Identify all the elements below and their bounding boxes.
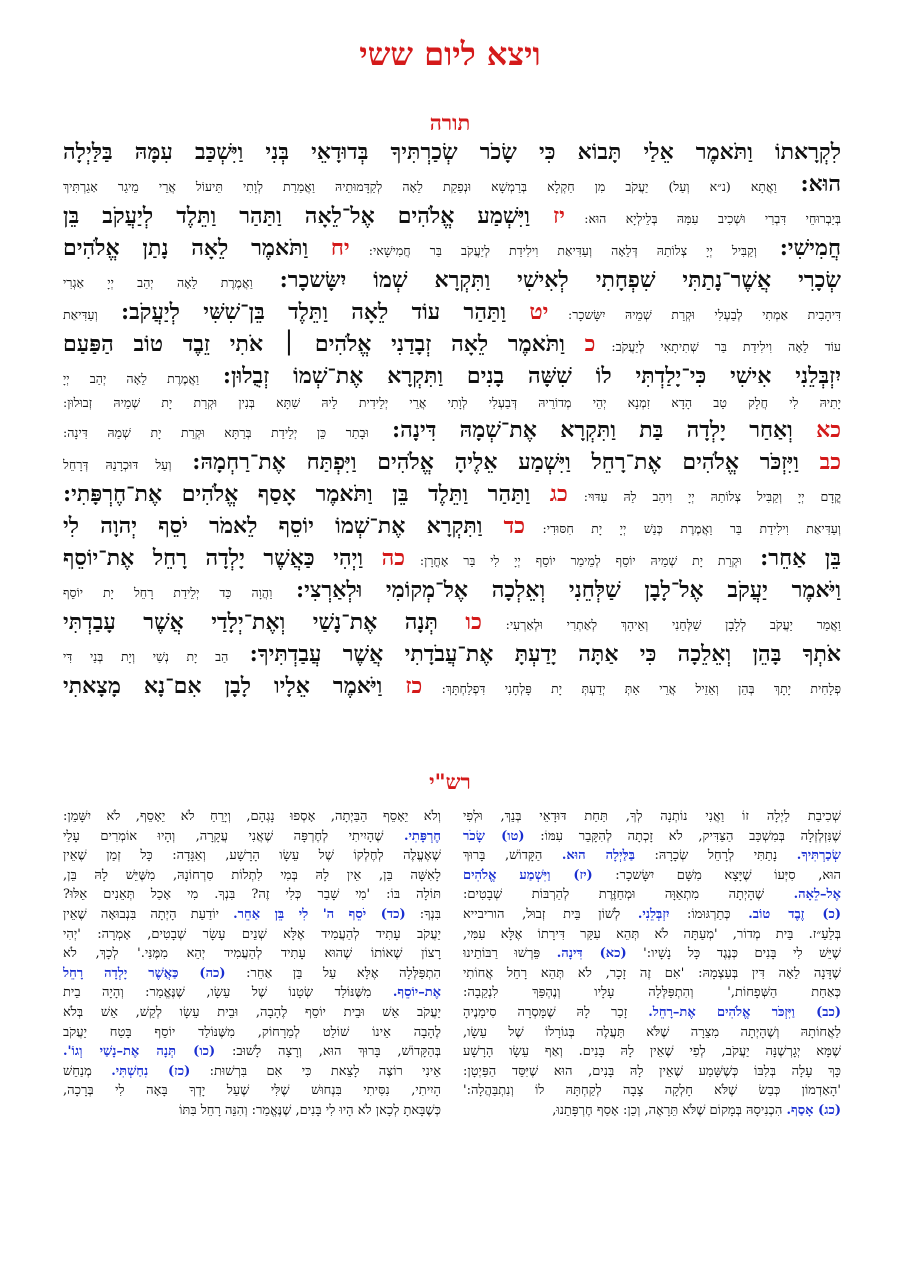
rashi-line bbox=[463, 885, 841, 905]
onkelos-translation: וּבָתַר כֵּן יְלֵידַת בְּרַתָּא וּקְרַת יָת שְׁמַהּ דִּינָה: bbox=[63, 425, 369, 440]
onkelos-translation: עוֹד לֵאָה וִילִידַת בַּר שְׁתִיתָאִי לְיַעֲקֹב: bbox=[595, 339, 841, 354]
text-segment: שֶׁדָּנָה לֵאָה דִּין בְּעַצְמָהּ: 'אִם זֶה זָכָר, לֹא תְּהֵא רָחֵל אֲחוֹתִי bbox=[463, 965, 841, 981]
rashi-line bbox=[63, 1042, 441, 1062]
text-segment: זָכַר לָהּ שֶׁמָּסְרָה סִימָנֶיהָ bbox=[463, 1004, 649, 1020]
rashi-line bbox=[63, 964, 441, 984]
torah-line bbox=[63, 136, 841, 168]
rashi-line bbox=[63, 1081, 441, 1101]
onkelos-translation: וְעַדִּיאַת bbox=[63, 307, 98, 322]
verse-number: כו bbox=[437, 609, 482, 635]
torah-line bbox=[63, 264, 841, 296]
verse-number: כ bbox=[564, 331, 596, 357]
rashi-line bbox=[63, 866, 441, 886]
rashi-dibur-hamatchil: (כג) אָסַף. bbox=[786, 1102, 841, 1118]
verse-number: יח bbox=[308, 235, 350, 261]
rashi-line bbox=[463, 807, 841, 827]
text-segment: יַעֲקֹב עָתִיד לְהַעֲמִיד אֶלָּא שְׁנֵים עָשָׂר שְׁבָטִים, אָמְרָה: 'יְהִי bbox=[63, 926, 441, 942]
rashi-column-right bbox=[463, 807, 841, 1121]
text-segment: וַיִּשְׁמַע אֱלֹהִים אֶל־לֵאָה וַתַּהַר וַתֵּלֶד לְיַעֲקֹב בֵּן bbox=[63, 203, 530, 229]
text-segment: רָצוֹן שֶׁאוֹתוֹ שֶׁהוּא עָתִיד לְהַעֲמִיד יְהֵא מִמֶּנִּי.' לְכָךְ, לֹא bbox=[63, 946, 441, 962]
rashi-line bbox=[463, 905, 841, 925]
text-segment: וַיְהִי כַּאֲשֶׁר יָלְדָה רָחֵל אֶת־יוֹסֵף bbox=[63, 545, 364, 571]
rashi-dibur-hamatchil: אֶל–לֵאָה. bbox=[793, 887, 841, 903]
rashi-line bbox=[63, 925, 441, 945]
rashi-dibur-hamatchil: שְׂכַרְתִּיךָ. bbox=[796, 848, 841, 864]
text-segment: תּוֹלָה בּוֹ: 'מִי שָׁבַר כְּלִי זֶה? בִּנְךָ. מִי אָכַל תְּאֵנִים אֵלּוּ? bbox=[63, 887, 441, 903]
text-segment: אֵינִי רוֹצֶה לָצֵאת כִּי אִם בִּרְשׁוּת: bbox=[190, 1063, 441, 1079]
rashi-line bbox=[463, 1062, 841, 1082]
onkelos-translation: וַאֲמֶרֶת לֵאָה יְהַב יְיָ bbox=[63, 371, 200, 386]
text-segment: בְּלַעַ״ז. בֵּית מְדוֹר, 'מְעַתָּה לֹא תְּהֵא עִקַּר דִּירָתוֹ אֶלָּא עִמִּי, bbox=[463, 926, 841, 942]
torah-line bbox=[63, 168, 841, 200]
rashi-line bbox=[463, 846, 841, 866]
onkelos-translation: וַאֲתָא (נ״א וְעַל) יַעֲקֹב מִן חַקְלָא בְּרַמְשָׁא וּנְפַקַת לֵאָה לְקַדָּמוּתֵיהּ וַאֲמַרַת לְוָתִי תֵּיעוֹל אֲרֵי מֵיגַר אַגַרְתִּיךְ bbox=[63, 179, 777, 194]
verse-number: יז bbox=[529, 203, 565, 229]
rashi-line bbox=[463, 944, 841, 964]
page-title: ויצא ליום ששי bbox=[359, 35, 541, 73]
rashi-heading: רש"י bbox=[429, 769, 471, 794]
rashi-dibur-hamatchil: (טו) שָׂכֹר bbox=[463, 828, 525, 844]
torah-line bbox=[63, 574, 841, 606]
rashi-line bbox=[63, 905, 441, 925]
rashi-dibur-hamatchil: יִזְבְּלֵנִי. bbox=[637, 906, 670, 922]
torah-line bbox=[63, 638, 841, 670]
torah-line bbox=[63, 510, 841, 542]
rashi-line bbox=[463, 827, 841, 847]
rashi-line bbox=[63, 827, 441, 847]
rashi-dibur-hamatchil: בַּלַּיְלָה הוּא. bbox=[561, 848, 635, 864]
text-segment: מִשֶּׁנּוֹלַד שְׂטָנוֹ שֶׁל עֵשָׂו, שֶׁנֶּאֱמַר: וְהָיָה בֵית bbox=[63, 985, 393, 1001]
rashi-dibur-hamatchil: אֶת–יוֹסֵף. bbox=[392, 985, 441, 1001]
text-segment: אֹתְךָ בָּהֵן וְאֵלֵכָה כִּי אַתָּה יָדַעְתָּ אֶת־עֲבֹדָתִי אֲשֶׁר עֲבַדְתִּיךָ: bbox=[228, 641, 841, 667]
text-segment: בִּנְךָ: bbox=[405, 906, 441, 922]
onkelos-translation: קֳדָם יְיָ וְקַבִּיל צְלוֹתַהּ יְיָ וִיהַב לַהּ עִדּוּי: bbox=[567, 489, 841, 504]
verse-number: כב bbox=[798, 449, 841, 475]
onkelos-translation: וַאֲמַר יַעֲקֹב לְלָבָן שַׁלְּחֵנִי וְאֵיהָךְ לְאַתְרִי וּלְאַרְעִי: bbox=[481, 617, 841, 632]
rashi-line bbox=[63, 885, 441, 905]
text-segment: שֶׁנִּזְלְזְלָה בְּמִשְׁכַּב הַצַּדִּיק, לֹא זָכְתָה לְהִקָּבֵר עִמּוֹ: bbox=[524, 828, 841, 844]
text-segment: הוּא, סִיְּעוֹ שֶׁיָּצָא מִשָּׁם יִשָּׂשכָר: bbox=[592, 867, 841, 883]
onkelos-translation: פְלָחִית יָתָךְ בְּהֵן וְאֵזֵיל אֲרֵי אַתְּ יְדַעְתְּ יָת פָּלְחָנִי דִּפְלַחְתָּךְ: bbox=[422, 681, 841, 696]
text-segment: כְּשֶׁבָּאתָ לְכָאן לֹא הָיוּ לִי בָּנִים, שֶׁנֶּאֱמַר: וְהִנֵּה רָחֵל בִּתּוֹ bbox=[179, 1102, 441, 1118]
onkelos-translation: וַאֲמֶרֶת לֵאָה יְהַב יְיָ אַגְרִי bbox=[63, 275, 253, 290]
rashi-line bbox=[463, 1023, 841, 1043]
text-segment: לָאִשָּׁה בֵּן, אֵין לָהּ בְּמִי לִתְלוֹת סִרְחוֹנָהּ, מִשֶּׁיֵּשׁ לָהּ בֵּן, bbox=[63, 867, 441, 883]
rashi-dibur-hamatchil: (כד) יֹסֵף ה' לִי בֵּן אַחֵר. bbox=[233, 906, 406, 922]
rashi-line bbox=[463, 964, 841, 984]
text-segment: שֶׁמָּא יְגָרְשֶׁנָּה יַעֲקֹב, לְפִי שֶׁאֵין לָהּ בָּנִים. וְאַף עֵשָׂו הָרָשָׁע bbox=[463, 1044, 841, 1060]
text-segment: וְלֹא יֵאָסֵף הַבַּיְתָה, אָסְפוּ נָגְהָם, וְיָרֵחַ לֹא יֵאָסֵף, לֹא יִשָּׁמֵן: bbox=[63, 809, 441, 824]
rashi-line bbox=[63, 944, 441, 964]
text-segment: וַתִּקְרָא אֶת־שְׁמוֹ יוֹסֵף לֵאמֹר יֹסֵף יְהוָה לִי bbox=[63, 513, 483, 539]
torah-line bbox=[63, 232, 841, 264]
torah-line bbox=[63, 200, 841, 232]
onkelos-translation: וַהֲוָה כַּד יְלֵידַת רָחֵל יָת יוֹסֵף bbox=[63, 585, 273, 600]
torah-line bbox=[63, 606, 841, 638]
rashi-commentary bbox=[63, 807, 841, 1121]
onkelos-translation: בְּיַבְרוּחֵי דִּבְרִי וּשְׁכִיב עִמַּהּ בְּלֵילְיָא הוּא: bbox=[564, 211, 841, 226]
rashi-dibur-hamatchil: (כו) תְּנָה אֶת–נָשַׁי וְגוֹ'. bbox=[63, 1044, 216, 1060]
torah-line bbox=[63, 360, 841, 392]
rashi-dibur-hamatchil: (יז) וַיִּשְׁמַע אֱלֹהִים bbox=[463, 867, 593, 883]
verse-number: יט bbox=[506, 299, 549, 325]
torah-line bbox=[63, 542, 841, 574]
text-segment: לִקְרָאתוֹ וַתֹּאמֶר אֵלַי תָּבוֹא כִּי שָׂכֹר שְׂכַרְתִּיךָ בְּדוּדָאֵי בְּנִי וַיִּשְׁכַּב עִמָּהּ בַּלַּיְלָה bbox=[63, 139, 841, 165]
text-segment: לַאֲחוֹתָהּ וְשֶׁהָיְתָה מִצֵרָה שֶׁלֹּא תַּעֲלֶה בְּגוֹרָלוֹ שֶׁל עֵשָׂו, bbox=[463, 1024, 841, 1040]
text-segment: שְׂכָרִי אֲשֶׁר־נָתַתִּי שִׁפְחָתִי לְאִישִׁי וַתִּקְרָא שְׁמוֹ יִשָּׂשכָר: bbox=[252, 267, 841, 293]
rashi-line bbox=[463, 1003, 841, 1023]
rashi-line bbox=[63, 807, 441, 827]
rashi-dibur-hamatchil: (כא) דִּינָה. bbox=[556, 946, 627, 962]
torah-text bbox=[63, 136, 841, 702]
text-segment: לְשׁוֹן בֵּית זְבוּל, הוריבייא bbox=[463, 906, 638, 922]
rashi-line bbox=[463, 983, 841, 1003]
text-segment: הִכְנִיסָהּ בְּמָקוֹם שֶׁלֹּא תֵּרָאֶה, וְכֵן: אָסַף חֶרְפָּתֵנוּ, bbox=[552, 1102, 787, 1118]
rashi-line bbox=[63, 1062, 441, 1082]
torah-line bbox=[63, 670, 841, 702]
verse-number: כג bbox=[530, 481, 568, 507]
rashi-line bbox=[463, 925, 841, 945]
torah-heading: תורה bbox=[429, 110, 471, 135]
text-segment: וַתֹּאמֶר לֵאָה נָתַן אֱלֹהִים bbox=[63, 235, 309, 261]
text-segment: מְנַחֵשׁ bbox=[63, 1063, 112, 1079]
torah-line bbox=[63, 446, 841, 478]
text-segment: כְּתַרְגּוּמוֹ: bbox=[669, 906, 749, 922]
torah-line bbox=[63, 392, 841, 414]
text-segment: כְּאַחַת הַשְּׁפָחוֹת,' וְהִתְפַּלְּלָה עָלָיו וְנֶהְפַּךְ לִנְקֵבָה: bbox=[463, 985, 841, 1001]
rashi-line bbox=[463, 1042, 841, 1062]
rashi-line bbox=[63, 846, 441, 866]
rashi-line bbox=[63, 983, 441, 1003]
onkelos-translation: וְקַבִּיל יְיָ צְלוֹתַהּ דְּלֵאָה וְעַדִּיאַת וִילִידַת לְיַעֲקֹב בַּר חֲמִישָׁאי: bbox=[349, 243, 757, 258]
text-segment: שֶׁאֶעֱלֶה לְחֶלְקוֹ שֶׁל עֵשָׂו הָרָשָׁע, וְאַגָּדָה: כָּל זְמַן שֶׁאֵין bbox=[63, 848, 441, 864]
text-segment: שְׁכִיבַת לַיְלָה זוֹ וַאֲנִי נוֹתְנָה לְךָ, תַּחַת דּוּדָאֵי בְּנֵךְ, וּלְפִי bbox=[463, 809, 841, 824]
verse-number: כה bbox=[363, 545, 406, 571]
rashi-line bbox=[463, 1101, 841, 1121]
torah-line bbox=[63, 478, 841, 510]
text-segment: וַתֹּאמֶר לֵאָה זְבָדַנִי אֱלֹהִים ׀ אֹתִי זֵבֶד טוֹב הַפַּעַם bbox=[63, 331, 565, 357]
verse-number: כא bbox=[792, 417, 841, 443]
text-segment: לֶהָבָה אֵינוֹ שׁוֹלֵט לְמֵרָחוֹק, מִשֶּׁנּוֹלַד יוֹסֵף בָּטַח יַעֲקֹב bbox=[63, 1024, 441, 1040]
rashi-line bbox=[63, 1101, 441, 1121]
torah-line bbox=[63, 328, 841, 360]
rashi-column-left bbox=[63, 807, 441, 1121]
text-segment: חֲמִישִׁי: bbox=[756, 235, 841, 261]
onkelos-translation: וְעַל דּוּכְרָנַהּ דְּרָחֵל bbox=[63, 457, 172, 472]
onkelos-translation: וּקְרַת יָת שְׁמֵיהּ יוֹסֵף לְמֵימַר יוֹסֵף יְיָ לִי בַּר אָחֳרָן: bbox=[405, 553, 742, 568]
text-segment: הָיִיתִי, נִסִּיתִי בִּנְחוּשׁ שֶׁלִּי שֶׁעַל יָדְךָ בָּאָה לִי בְּרָכָה, bbox=[63, 1083, 441, 1099]
rashi-dibur-hamatchil: (כה) כַּאֲשֶׁר יָלְדָה רָחֵל bbox=[63, 965, 226, 981]
rashi-line bbox=[463, 866, 841, 886]
rashi-dibur-hamatchil: (כב) וַיִּזְכֹּר אֱלֹהִים אֶת–רָחֵל. bbox=[648, 1004, 841, 1020]
text-segment: יַעֲקֹב אֵשׁ וּבֵית יוֹסֵף לֶהָבָה, וּבֵית עֵשָׂו לְקַשׁ, אֵשׁ בְּלֹא bbox=[63, 1004, 441, 1020]
text-segment: יוֹדַעַת הָיְתָה בִּנְבוּאָה שֶׁאֵין bbox=[63, 906, 234, 922]
text-segment: נָתַתִּי לְרָחֵל שְׂכָרָהּ: bbox=[634, 848, 797, 864]
rashi-line bbox=[63, 1023, 441, 1043]
rashi-dibur-hamatchil: (כז) נִחַשְׁתִּי. bbox=[111, 1063, 191, 1079]
rashi-line bbox=[463, 1081, 841, 1101]
text-segment: פֵּרְשׁוּ רַבּוֹתֵינוּ bbox=[463, 946, 557, 962]
verse-number: כד bbox=[482, 513, 525, 539]
text-segment: וַתַּהַר עוֹד לֵאָה וַתֵּלֶד בֵּן־שִׁשִּׁי לְיַעֲקֹב: bbox=[97, 299, 507, 325]
verse-number: כז bbox=[382, 673, 423, 699]
onkelos-translation: דִּיהָבִית אַמְתִי לְבַעְלִי וּקְרַת שְׁמֵיהּ יִשָּׂשכָר: bbox=[548, 307, 841, 322]
text-segment: בְּהַקָּדוֹשׁ, בָּרוּךְ הוּא, וְרָצָה לָשׁוּב: bbox=[215, 1044, 441, 1060]
text-segment: 'הָאַדְמוֹן כְּבַשׂ שֶׁלֹּא חָלְקָה צָבָה לְקַחְתָּהּ לוֹ וְנִתְבַּהֲלָה:' bbox=[463, 1083, 841, 1099]
text-segment: וַתַּהַר וַתֵּלֶד בֵּן וַתֹּאמֶר אָסַף אֱלֹהִים אֶת־חֶרְפָּתִי: bbox=[63, 481, 531, 507]
torah-line bbox=[63, 414, 841, 446]
text-segment: שֶׁיֵּשׁ לִי בָּנִים כְּנֶגֶד כָּל נָשָׁיו:' bbox=[626, 946, 841, 962]
text-segment: שֶׁהָיִיתִי לְחֶרְפָּה שֶׁאֲנִי עֲקָרָה, וְהָיוּ אוֹמְרִים עָלַי bbox=[63, 828, 404, 844]
text-segment: שֶׁהָיְתָה מִתְאַוָּה וּמְחַזֶּרֶת לְהַרְבּוֹת שְׁבָטִים: bbox=[463, 887, 794, 903]
torah-line bbox=[63, 296, 841, 328]
onkelos-translation: יָתִיהּ לִי חֲלָק טַב הָדָא זִמְנָא יְהֵי מְדוֹרֵיהּ דְּבַעְלִי לְוָתִי אֲרֵי יְלֵידִית לֵיהּ שִׁתָּא בְּנִין וּקְרַת יָת שְׁמֵיהּ זְבוּלוּן: bbox=[63, 395, 841, 410]
text-segment: יִזְבְּלֵנִי אִישִׁי כִּי־יָלַדְתִּי לוֹ שִׁשָּׁה בָנִים וַתִּקְרָא אֶת־שְׁמוֹ זְבֻלוּן: bbox=[199, 363, 841, 389]
text-segment: הוּא: bbox=[776, 171, 841, 197]
text-segment: הִתְפַּלְּלָה אֶלָּא עַל בֵּן אַחֵר: bbox=[225, 965, 441, 981]
rashi-line bbox=[63, 1003, 441, 1023]
onkelos-translation: הַב יָת נְשַׁי וְיָת בְּנַי דִּי bbox=[63, 649, 229, 664]
text-segment: תְּנָה אֶת־נָשַׁי וְאֶת־יְלָדַי אֲשֶׁר עָבַדְתִּי bbox=[63, 609, 438, 635]
text-segment: כָּךְ עָלָה בְּלִבּוֹ כְּשֶׁשָּׁמַע שֶׁאֵין לָהּ בָּנִים, הוּא שֶׁיִּסֵּד הַפַּיְטָן: bbox=[463, 1063, 841, 1079]
text-segment: הַקָּדוֹשׁ, בָּרוּךְ bbox=[463, 848, 562, 864]
text-segment: וְאַחַר יָלְדָה בַּת וַתִּקְרָא אֶת־שְׁמָהּ דִּינָה: bbox=[368, 417, 793, 443]
onkelos-translation: וְעַדִּיאַת וִילִידַת בַּר וַאֲמֶרֶת כְּנַשׁ יְיָ יָת חִסּוּדִי: bbox=[524, 521, 841, 536]
text-segment: וַיִּזְכֹּר אֱלֹהִים אֶת־רָחֵל וַיִּשְׁמַע אֵלֶיהָ אֱלֹהִים וַיִּפְתַּח אֶת־רַחְמָהּ: bbox=[171, 449, 799, 475]
text-segment: וַיֹּאמֶר יַעֲקֹב אֶל־לָבָן שַׁלְּחֵנִי וְאֵלְכָה אֶל־מְקוֹמִי וּלְאַרְצִי: bbox=[272, 577, 841, 603]
rashi-dibur-hamatchil: (כ) זֶבֶד טוֹב. bbox=[748, 906, 841, 922]
text-segment: וַיֹּאמֶר אֵלָיו לָבָן אִם־נָא מָצָאתִי bbox=[63, 673, 383, 699]
text-segment: בֵּן אַחֵר: bbox=[741, 545, 841, 571]
rashi-dibur-hamatchil: חֶרְפָּתִי. bbox=[403, 828, 441, 844]
